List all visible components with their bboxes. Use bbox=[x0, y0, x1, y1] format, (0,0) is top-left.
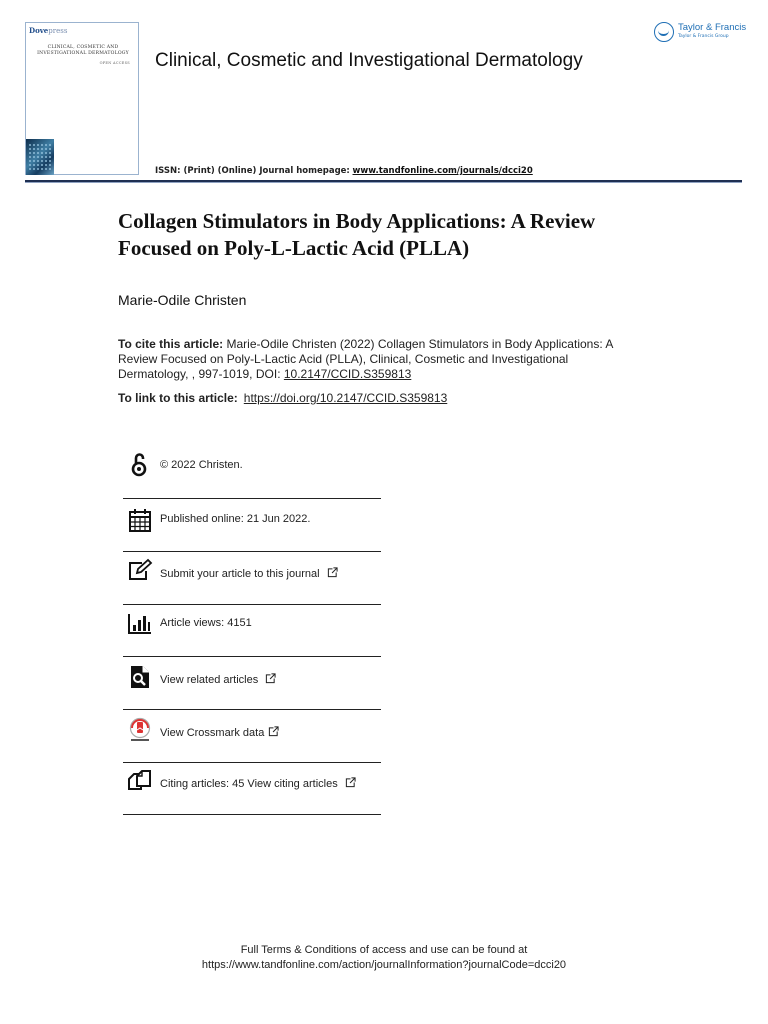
footer-terms-link[interactable]: https://www.tandfonline.com/action/journalInformation?journalCode=dcci20 bbox=[201, 959, 567, 971]
published-text: Published online: 21 Jun 2022. bbox=[160, 513, 311, 525]
related-row[interactable] bbox=[123, 664, 381, 694]
taylor-francis-logo[interactable] bbox=[654, 22, 749, 46]
cover-image-texture bbox=[28, 143, 52, 171]
row-divider bbox=[123, 498, 381, 499]
submit-row[interactable] bbox=[123, 558, 381, 588]
publisher-name: Taylor & Francis bbox=[678, 22, 747, 33]
edit-icon bbox=[127, 558, 153, 584]
crossmark-icon bbox=[127, 717, 153, 743]
citing-articles-link[interactable]: Citing articles: 45 View citing articles bbox=[160, 777, 356, 790]
journal-cover bbox=[25, 22, 139, 175]
doi-link[interactable]: 10.2147/CCID.S359813 bbox=[283, 367, 412, 381]
taylor-francis-icon bbox=[654, 22, 674, 42]
published-row bbox=[123, 505, 381, 535]
related-articles-icon bbox=[127, 664, 153, 690]
article-author: Marie-Odile Christen bbox=[118, 292, 247, 308]
bar-chart-icon bbox=[127, 611, 153, 637]
external-link-icon bbox=[268, 726, 279, 737]
link-block: To link to this article: https://doi.org/10.2147/CCID.S359813 bbox=[118, 391, 448, 405]
open-access-icon bbox=[127, 452, 153, 478]
cover-publisher: Dovepress bbox=[29, 26, 68, 35]
article-views-text: Article views: 4151 bbox=[160, 617, 252, 629]
citation-text: Marie-Odile Christen (2022) Collagen Stimulators in Body Applications: A Review Focused on Poly-L-Lactic Acid (PLLA), Clinical, Cosmetic and Investigational Dermatology, , 997-1019, DOI: bbox=[118, 337, 613, 381]
external-link-icon bbox=[345, 777, 356, 788]
views-row bbox=[123, 611, 381, 641]
calendar-icon bbox=[127, 507, 153, 533]
crossmark-link[interactable]: View Crossmark data bbox=[160, 726, 279, 739]
article-doi-url[interactable]: https://doi.org/10.2147/CCID.S359813 bbox=[243, 391, 448, 405]
header-divider-light bbox=[25, 182, 742, 183]
journal-title: Clinical, Cosmetic and Investigational Dermatology bbox=[155, 50, 583, 71]
row-divider bbox=[123, 656, 381, 657]
external-link-icon bbox=[265, 673, 276, 684]
issn-line: ISSN: (Print) (Online) Journal homepage: www.tandfonline.com/journals/dcci20 bbox=[155, 166, 533, 176]
external-link-icon bbox=[327, 567, 338, 578]
row-divider bbox=[123, 814, 381, 815]
publisher-group: Taylor & Francis Group bbox=[678, 34, 729, 39]
journal-homepage-link[interactable]: www.tandfonline.com/journals/dcci20 bbox=[352, 166, 533, 176]
row-divider bbox=[123, 551, 381, 552]
submit-article-link[interactable]: Submit your article to this journal bbox=[160, 567, 338, 580]
footer bbox=[0, 943, 768, 973]
cover-journal-title: CLINICAL, COSMETIC AND INVESTIGATIONAL DERMATOLOGY bbox=[37, 45, 129, 56]
copyright-row bbox=[123, 452, 381, 482]
citing-row[interactable] bbox=[123, 769, 381, 799]
copyright-text: © 2022 Christen. bbox=[160, 459, 243, 471]
citation-block: To cite this article: Marie-Odile Christen (2022) Collagen Stimulators in Body Applications: A Review Focused on Poly-L-Lactic Acid (PLLA), Clinical, Cosmetic and Investigational Dermatology, , 997-1019, DOI: 10.2147/CCID.S359813 bbox=[118, 337, 613, 381]
citing-articles-icon bbox=[127, 769, 153, 795]
footer-terms: Full Terms & Conditions of access and use can be found at bbox=[240, 944, 528, 956]
row-divider bbox=[123, 762, 381, 763]
cover-open-access: OPEN ACCESS bbox=[99, 61, 130, 65]
crossmark-row[interactable] bbox=[123, 717, 381, 747]
related-articles-link[interactable]: View related articles bbox=[160, 673, 276, 686]
row-divider bbox=[123, 604, 381, 605]
row-divider bbox=[123, 709, 381, 710]
article-title: Collagen Stimulators in Body Applications: A Review Focused on Poly-L-Lactic Acid (PLLA) bbox=[118, 209, 596, 260]
